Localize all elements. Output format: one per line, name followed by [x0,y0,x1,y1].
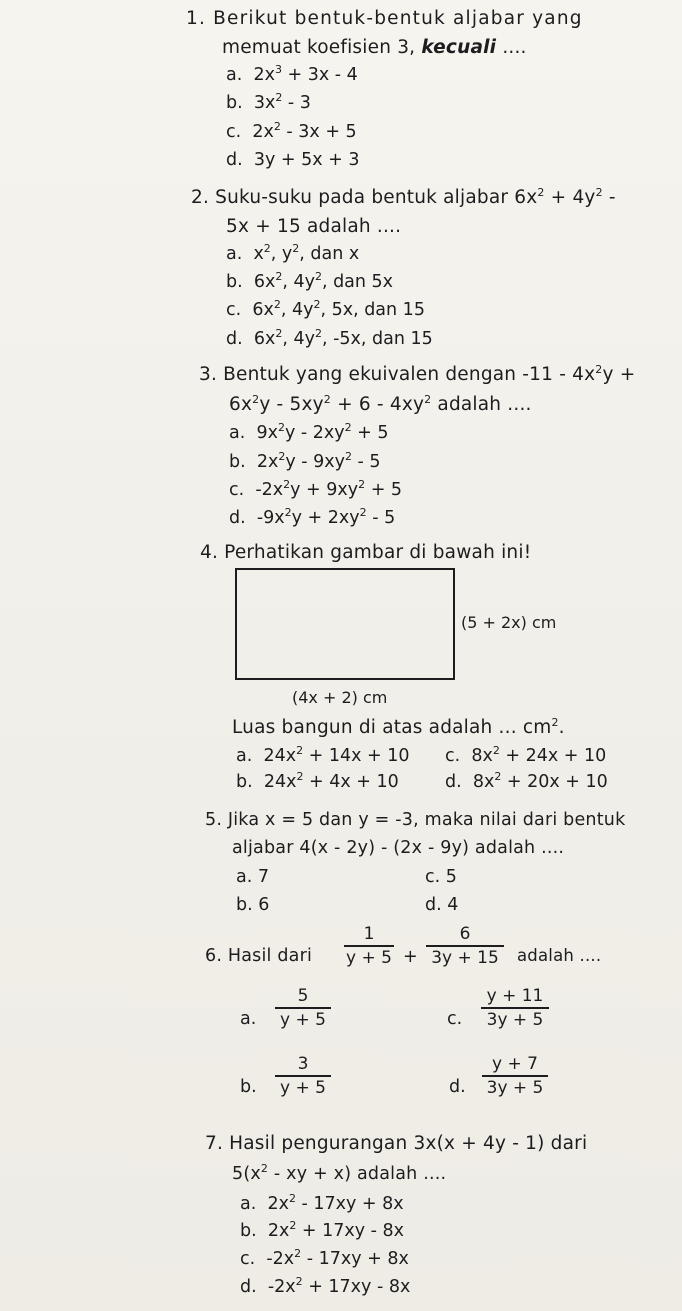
option-text: 2x [256,452,279,472]
q2-term: 6x [514,187,538,208]
option-letter: a. [226,244,243,264]
rectangle-side-label: (5 + 2x) cm [461,613,557,632]
q1-option-c [226,121,357,143]
exponent: 2 [273,120,281,133]
q3-number: 3. [199,364,218,385]
q2-term: - [602,187,616,208]
exponent: 2 [314,270,322,283]
option-text: 9x [256,423,278,443]
q7-option-c [240,1248,409,1270]
option-letter: a. [240,1194,257,1214]
option-text: 5 [445,867,457,887]
exponent: 2 [344,450,352,463]
exponent: 2 [344,421,352,434]
option-text: 4 [447,895,459,915]
exponent: 2 [323,393,331,406]
exponent: 2 [295,1275,303,1288]
option-text: - 3 [282,93,311,113]
q6-option-a-letter: a. [240,1009,257,1029]
q7-option-b [240,1220,404,1242]
option-text: 6x [253,329,276,349]
q1-kecuali: kecuali [421,37,497,58]
option-text: - 5 [351,452,381,472]
q6-option-c-letter: c. [447,1009,463,1029]
option-letter: a. [236,746,253,766]
q1-ellipsis: .... [496,37,527,58]
q7-option-d [240,1276,410,1298]
q3-text: y + [602,364,636,385]
option-text: 2x [267,1194,289,1214]
option-text: 8x [472,772,495,792]
exponent: 2 [595,363,603,376]
exponent: 2 [292,242,300,255]
numerator: 3 [297,1054,309,1074]
option-letter: b. [229,452,246,472]
q2-option-d [226,328,433,350]
option-letter: d. [445,772,462,792]
q6-number: 6. [205,946,223,966]
rectangle-figure [235,568,455,680]
exponent: 2 [296,770,304,783]
q1-option-b [226,92,311,114]
q6-plus: + [403,947,418,967]
option-text: 3y + 5x + 3 [253,150,360,170]
q6-lead [205,945,312,967]
option-letter: c. [229,480,245,500]
exponent: 2 [359,506,367,519]
option-text: , dan x [299,244,360,264]
option-text: x [253,244,264,264]
option-text: 24x [263,772,297,792]
q5-option-c [425,866,457,888]
q3-option-b [229,451,381,473]
exponent: 2 [294,1247,302,1260]
q3-line2 [229,394,532,416]
numerator: 5 [297,986,309,1006]
q5-line1 [205,809,625,831]
q1-line1 [186,8,583,30]
option-text: y - 9xy [285,452,345,472]
q7-expression: 3x(x + 4y - 1) [413,1133,545,1154]
q3-term: adalah .... [431,394,532,415]
q2-option-a [226,243,359,265]
exponent: 2 [551,716,559,729]
option-text: 24x [263,746,297,766]
q6-option-d [482,1053,548,1099]
q3-text: Bentuk yang ekuivalen dengan -11 - 4x [223,364,596,385]
denominator: y + 5 [280,1009,326,1030]
q2-option-b [226,271,393,293]
option-text: -9x [256,508,285,528]
rectangle-bottom-label: (4x + 2) cm [292,688,388,707]
q5-line2: aljabar 4(x - 2y) - (2x - 9y) adalah .... [232,838,565,858]
exponent: 2 [273,298,281,311]
option-text: , 4y [280,300,314,320]
exponent: 3 [274,63,282,76]
exponent: 2 [278,450,286,463]
q3-option-d [229,507,395,529]
q6-fraction-1 [344,923,394,969]
option-text: -2x [255,480,284,500]
option-letter: a. [226,65,243,85]
option-text: 8x [471,746,493,766]
option-letter: c. [425,867,441,887]
numerator: 6 [459,924,471,944]
q5-option-a [236,866,269,888]
q6-option-b [275,1053,331,1099]
q3-term: 6x [229,394,253,415]
q3-option-a [229,422,389,444]
q4-text: . [558,717,565,738]
q7-text: Hasil pengurangan [229,1133,414,1154]
option-text: 3x [253,93,276,113]
exponent: 2 [260,1162,269,1175]
option-text: y + 9xy [290,480,359,500]
exponent: 2 [252,393,260,406]
exponent: 2 [284,506,292,519]
option-letter: c. [226,122,242,142]
denominator: y + 5 [346,947,392,968]
option-letter: d. [226,150,243,170]
q4-line1 [200,542,531,564]
option-letter: b. [226,272,243,292]
option-text: 2x [252,122,274,142]
option-letter: d. [425,895,442,915]
q7-text: - xy + x) adalah .... [268,1164,447,1184]
exponent: 2 [283,478,291,491]
option-text: -2x [266,1249,295,1269]
option-letter: d. [240,1277,257,1297]
exponent: 2 [595,186,603,199]
option-text: + 20x + 10 [501,772,608,792]
exponent: 2 [289,1219,297,1232]
q2-line2: 5x + 15 adalah .... [226,216,402,237]
option-letter: c. [226,300,242,320]
option-text: y - 2xy [284,423,345,443]
q5-text: Jika x = 5 dan y = -3, maka nilai dari bentuk [227,810,626,830]
q7-text: dari [544,1133,588,1154]
exponent: 2 [263,242,271,255]
q1-option-a [226,64,358,86]
option-text: - 17xy + 8x [295,1194,404,1214]
exponent: 2 [277,421,285,434]
q1-text-part: memuat koefisien 3, [222,37,422,58]
q4-number: 4. [200,542,219,563]
option-text: + 24x + 10 [499,746,607,766]
option-text: + 5 [351,423,389,443]
q2-text: Suku-suku pada bentuk aljabar [215,187,515,208]
q2-line1 [191,187,616,209]
exponent: 2 [275,270,283,283]
exponent: 2 [288,1192,296,1205]
option-text: y + 2xy [291,508,360,528]
q6-option-c [481,985,549,1031]
q4-option-a [236,745,410,767]
q2-number: 2. [191,187,210,208]
option-letter: d. [229,508,246,528]
option-text: , y [270,244,293,264]
exponent: 2 [358,478,366,491]
q2-term: + 4y [544,187,596,208]
q7-number: 7. [205,1133,224,1154]
denominator: y + 5 [280,1077,326,1098]
q7-option-a [240,1193,404,1215]
option-text: + 17xy - 8x [302,1277,411,1297]
option-text: 6x [252,300,274,320]
denominator: 3y + 5 [486,1077,544,1098]
q7-expression: 5(x [232,1164,261,1184]
option-text: , 4y [282,272,315,292]
exponent: 2 [494,770,502,783]
option-text: 2x [253,65,275,85]
q6-text: Hasil dari [227,946,313,966]
q6-fraction-2 [426,923,504,969]
numerator: y + 7 [492,1054,538,1074]
option-letter: c. [445,746,461,766]
q3-option-c [229,479,402,501]
exponent: 2 [296,744,304,757]
option-text: , 4y [282,329,315,349]
option-text: - 5 [366,508,396,528]
q1-line2 [222,37,527,59]
option-text: + 17xy - 8x [296,1221,405,1241]
option-text: - 3x + 5 [280,122,357,142]
option-text: 7 [257,867,270,887]
option-text: + 5 [365,480,403,500]
q3-term: + 6 - 4xy [330,394,425,415]
exponent: 2 [275,91,283,104]
exponent: 2 [275,327,283,340]
q4-line2 [232,717,565,739]
q5-number: 5. [205,810,223,830]
q5-option-b [236,894,269,916]
option-text: 6x [253,272,276,292]
q6-option-b-letter: b. [240,1077,257,1097]
option-text: + 4x + 10 [303,772,399,792]
exponent: 2 [314,327,322,340]
option-text: , 5x, dan 15 [320,300,425,320]
q3-line1 [199,364,635,386]
option-letter: b. [226,93,243,113]
q6-option-a [275,985,331,1031]
q4-text: Luas bangun di atas adalah ... cm [232,717,552,738]
q5-option-d [425,894,458,916]
q1-option-d [226,149,360,171]
denominator: 3y + 5 [486,1009,544,1030]
option-text: 6 [258,895,270,915]
q3-term: y - 5xy [259,394,324,415]
q4-text: Perhatikan gambar di bawah ini! [224,542,532,563]
option-text: + 14x + 10 [303,746,410,766]
q4-option-c [445,745,606,767]
q6-tail: adalah .... [517,946,602,965]
denominator: 3y + 15 [431,947,499,968]
option-letter: b. [236,772,253,792]
option-letter: a. [229,423,246,443]
option-text: + 3x - 4 [281,65,358,85]
numerator: 1 [363,924,375,944]
option-text: 2x [267,1221,290,1241]
option-letter: b. [240,1221,257,1241]
numerator: y + 11 [486,986,544,1006]
q6-option-d-letter: d. [449,1077,466,1097]
option-text: , dan 5x [321,272,394,292]
exponent: 2 [313,298,321,311]
option-letter: d. [226,329,243,349]
exponent: 2 [537,186,545,199]
q2-option-c [226,299,425,321]
option-letter: c. [240,1249,256,1269]
option-letter: b. [236,895,253,915]
option-letter: a. [236,867,253,887]
option-text: -2x [267,1277,296,1297]
exponent: 2 [492,744,500,757]
q1-number: 1. [186,8,207,29]
q4-option-b [236,771,399,793]
q4-option-d [445,771,608,793]
q7-line1 [205,1133,587,1155]
option-text: - 17xy + 8x [301,1249,409,1269]
q1-text: Berikut bentuk-bentuk aljabar yang [213,8,583,29]
q7-line2 [232,1163,446,1185]
exponent: 2 [424,393,432,406]
option-text: , -5x, dan 15 [321,329,433,349]
